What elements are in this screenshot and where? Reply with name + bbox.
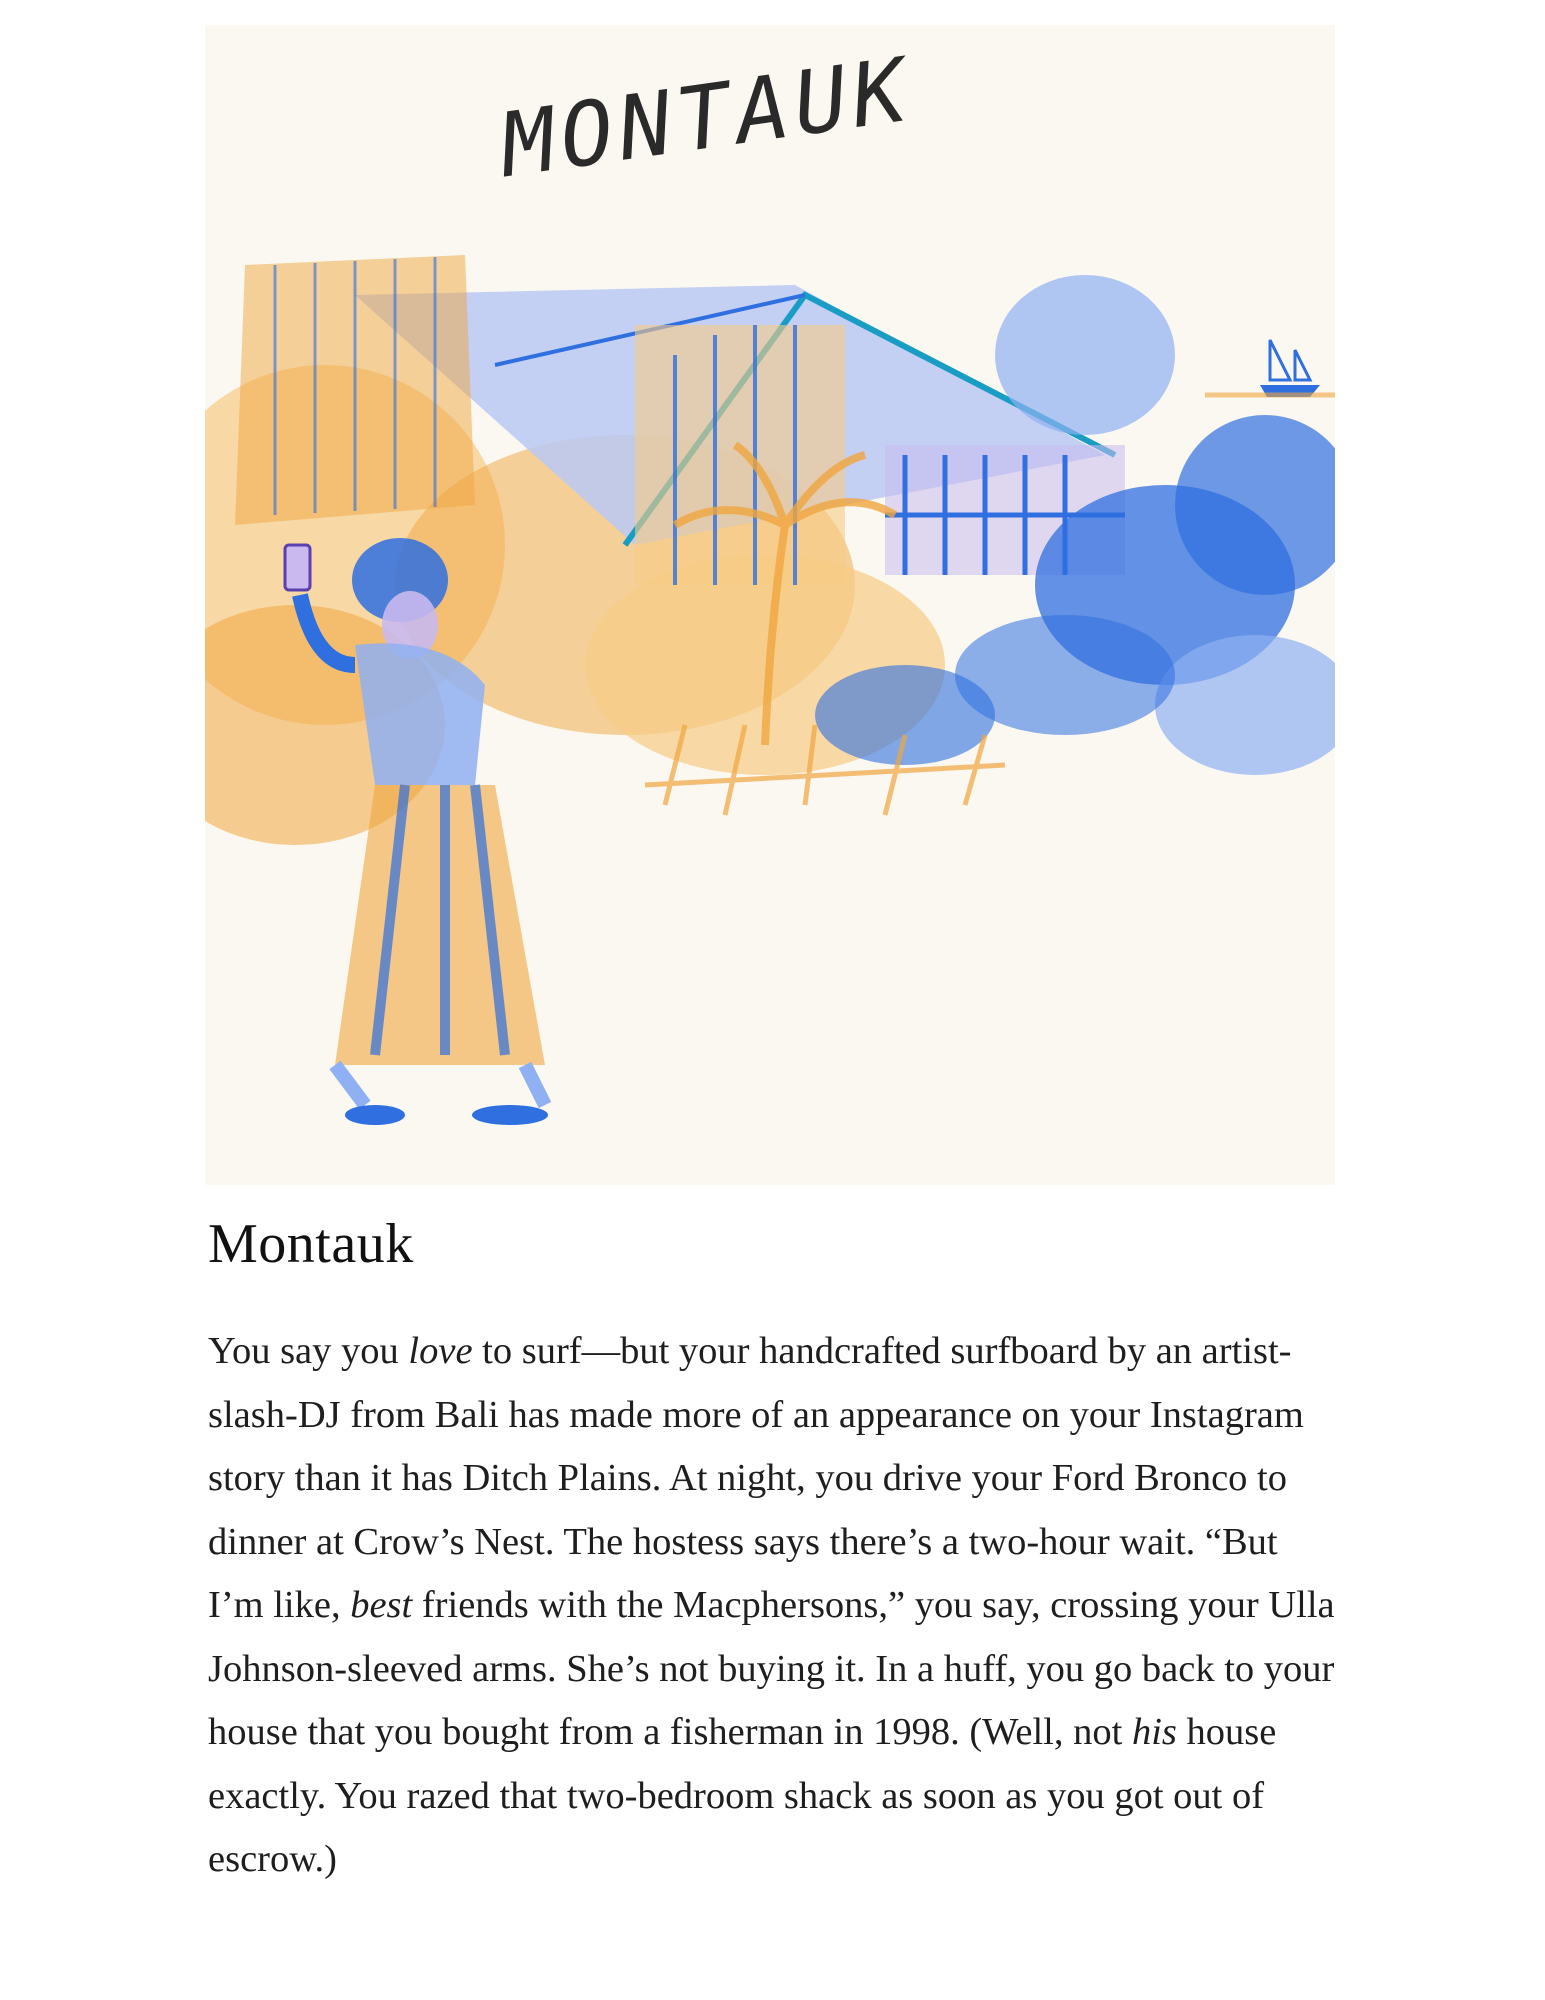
body-emphasis-best: best [350,1584,413,1626]
article-paragraph [208,1320,1338,1892]
body-emphasis-his: his [1131,1711,1177,1753]
illustration-hand-lettering: MONTAUK [495,37,919,197]
body-text-2: to surf—but your handcrafted surfboard by an artist-slash-DJ from Bali has made more of an appearance on your Instagram story than it has Ditch Plains. At night, you drive your Ford Bronco to dinner at Crow’s Nest. The hostess says there’s a two-hour wait. “But I’m like, [208,1330,1304,1626]
montauk-illustration [205,25,1335,1185]
body-text-4: house exactly. You razed that two-bedroom shack as soon as you got out of escrow.) [208,1711,1277,1880]
section-heading: Montauk [208,1213,414,1275]
sailboat-icon [1260,340,1320,397]
watercolor-scene [205,25,1335,1185]
body-text-3: friends with the Macphersons,” you say, crossing your Ulla Johnson-sleeved arms. She’s not buying it. In a huff, you go back to your house that you bought from a fisherman in 1998. (Well, not [208,1584,1335,1753]
body-emphasis-love: love [408,1330,473,1372]
body-text-1: You say you [208,1330,409,1372]
